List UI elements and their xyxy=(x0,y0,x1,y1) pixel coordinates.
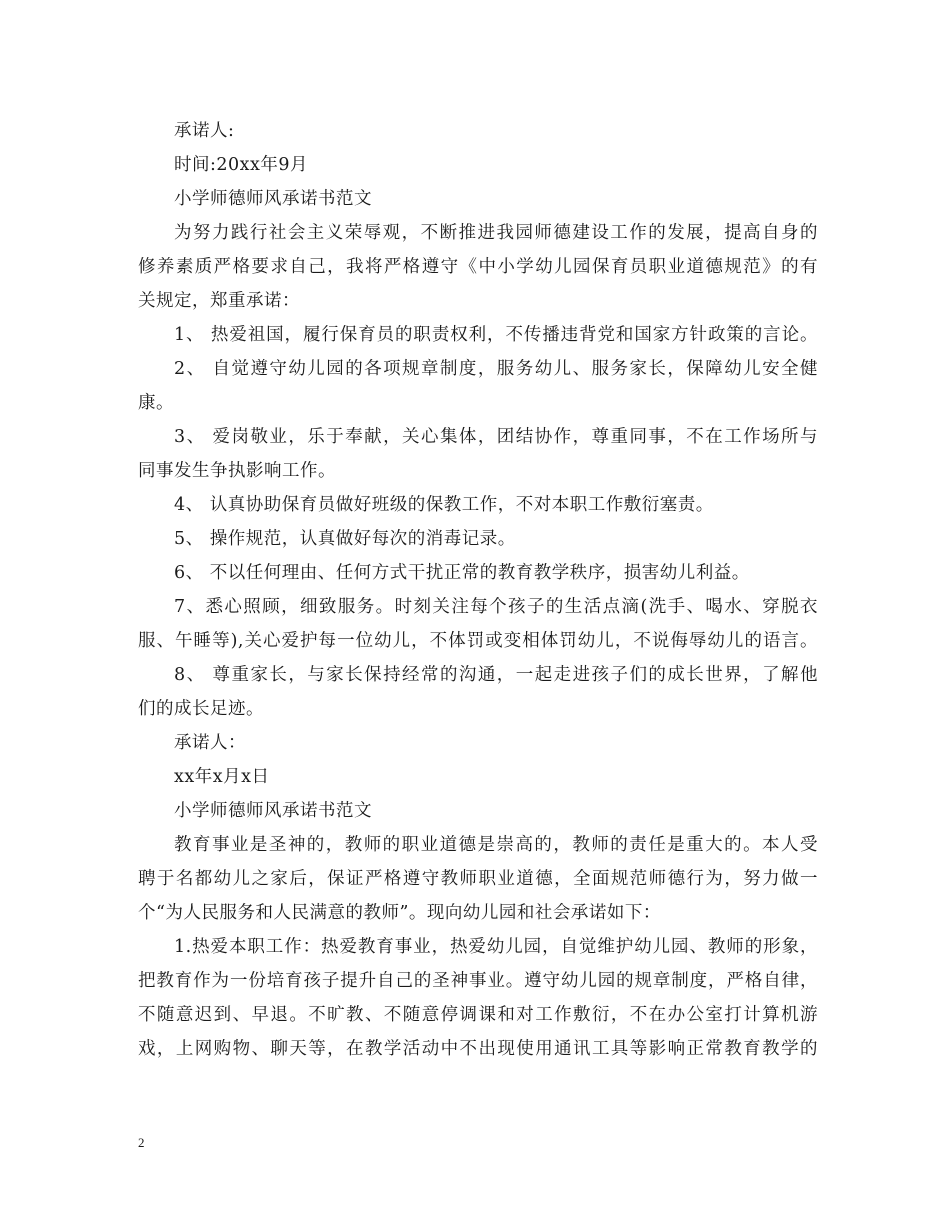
text-line: 1、 热爱祖国，履行保育员的职责权利，不传播违背党和国家方针政策的言论。 xyxy=(174,325,818,345)
text-line: 7、悉心照顾，细致服务。时刻关注每个孩子的生活点滴(洗手、喝水、穿脱衣 xyxy=(174,597,818,617)
text-line: 3、 爱岗敬业，乐于奉献，关心集体，团结协作，尊重同事，不在工作场所与 xyxy=(174,427,818,447)
text-line: 康。 xyxy=(138,393,174,413)
text-line: 聘于名都幼儿之家后，保证严格遵守教师职业道德，全面规范师德行为，努力做一 xyxy=(138,869,818,889)
text-line: 不随意迟到、早退。不旷教、不随意停调课和对工作敷衍，不在办公室打计算机游 xyxy=(138,1005,818,1025)
text-line: 1.热爱本职工作：热爱教育事业，热爱幼儿园，自觉维护幼儿园、教师的形象， xyxy=(174,937,818,957)
text-line: 个“为人民服务和人民满意的教师”。现向幼儿园和社会承诺如下： xyxy=(138,903,661,923)
text-line: 同事发生争执影响工作。 xyxy=(138,461,336,481)
text-line: 小学师德师风承诺书范文 xyxy=(174,189,372,209)
text-line: 们的成长足迹。 xyxy=(138,699,264,719)
text-line: 4、 认真协助保育员做好班级的保教工作，不对本职工作敷衍塞责。 xyxy=(174,495,714,515)
text-line: 时间:20xx年9月 xyxy=(174,155,309,175)
text-line: 修养素质严格要求自己，我将严格遵守《中小学幼儿园保育员职业道德规范》的有 xyxy=(138,257,818,277)
text-line: 把教育作为一份培育孩子提升自己的圣神事业。遵守幼儿园的规章制度，严格自律， xyxy=(138,971,818,991)
text-line: 小学师德师风承诺书范文 xyxy=(174,801,372,821)
text-line: 关规定，郑重承诺： xyxy=(138,291,300,311)
text-line: 戏，上网购物、聊天等，在教学活动中不出现使用通讯工具等影响正常教育教学的 xyxy=(138,1039,818,1059)
text-line: 6、 不以任何理由、任何方式干扰正常的教育教学秩序，损害幼儿利益。 xyxy=(174,563,750,583)
page-number: 2 xyxy=(138,1135,145,1150)
text-line: 教育事业是圣神的，教师的职业道德是崇高的，教师的责任是重大的。本人受 xyxy=(174,835,818,855)
text-line: xx年x月x日 xyxy=(174,767,270,787)
text-line: 承诺人： xyxy=(174,733,246,753)
text-line: 为努力践行社会主义荣辱观，不断推进我园师德建设工作的发展，提高自身的 xyxy=(174,223,818,243)
text-line: 8、 尊重家长，与家长保持经常的沟通，一起走进孩子们的成长世界，了解他 xyxy=(174,665,818,685)
text-line: 承诺人: xyxy=(174,121,235,141)
text-line: 服、午睡等),关心爱护每一位幼儿，不体罚或变相体罚幼儿，不说侮辱幼儿的语言。 xyxy=(138,631,818,651)
document-body xyxy=(138,114,818,1066)
text-line: 5、 操作规范，认真做好每次的消毒记录。 xyxy=(174,529,516,549)
text-line: 2、 自觉遵守幼儿园的各项规章制度，服务幼儿、服务家长，保障幼儿安全健 xyxy=(174,359,818,379)
